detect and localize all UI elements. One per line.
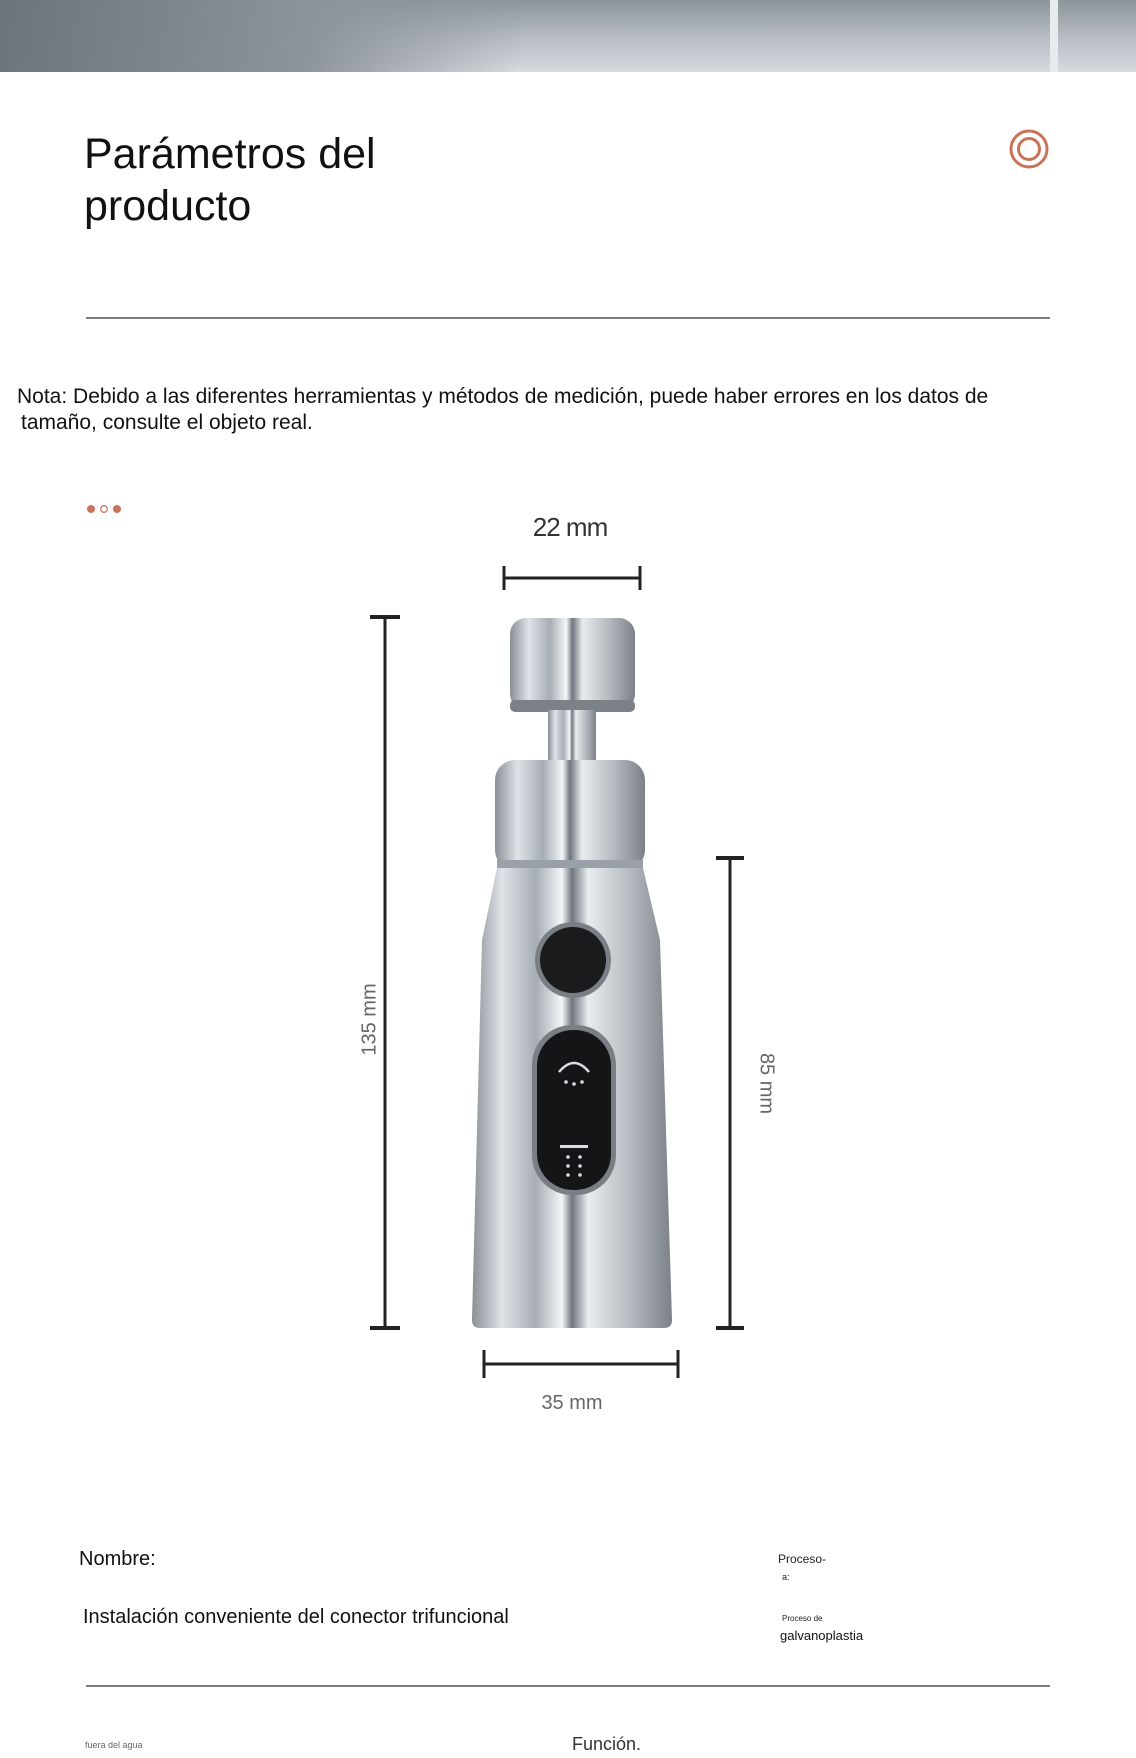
proceso-small-label: Proceso de: [782, 1614, 823, 1623]
dimension-right-label: 85 mm: [755, 1052, 778, 1115]
divider-top: [86, 317, 1050, 319]
upper-body: [495, 760, 645, 870]
note-line-1: Nota: Debido a las diferentes herramientas y métodos de medición, puede haber errores en los datos de: [17, 385, 989, 408]
nombre-label: Nombre:: [79, 1548, 156, 1570]
aerator-cap: [510, 618, 635, 710]
dimension-left-label: 135 mm: [358, 983, 381, 1056]
concentric-ring-icon: [1008, 128, 1050, 170]
round-button: [540, 927, 606, 993]
page-title: [84, 128, 584, 232]
nombre-value: Instalación conveniente del conector trifuncional: [83, 1606, 509, 1628]
banner-shade: [0, 0, 520, 72]
top-banner-image: [0, 0, 1136, 72]
measurement-note: [17, 384, 1097, 436]
footer-left-text: fuera del agua: [85, 1740, 143, 1750]
dimension-bottom-label: 35 mm: [541, 1392, 603, 1414]
title-line-2: producto: [84, 182, 252, 230]
three-dots-icon: [86, 503, 126, 515]
divider-bottom: [86, 1685, 1050, 1687]
title-line-1: Parámetros del: [84, 130, 376, 178]
banner-faucet-pole: [1050, 0, 1058, 72]
proceso-label: Proceso-: [778, 1552, 827, 1566]
note-line-2: tamaño, consulte el objeto real.: [21, 411, 313, 434]
faucet-head-illustration: [360, 560, 780, 1360]
dimension-top-label: 22 mm: [532, 512, 608, 542]
footer-mid-text: Función.: [572, 1734, 642, 1754]
proceso-value: galvanoplastia: [780, 1628, 864, 1643]
proceso-sub-label: a:: [782, 1572, 790, 1582]
mode-switch: [537, 1030, 611, 1190]
